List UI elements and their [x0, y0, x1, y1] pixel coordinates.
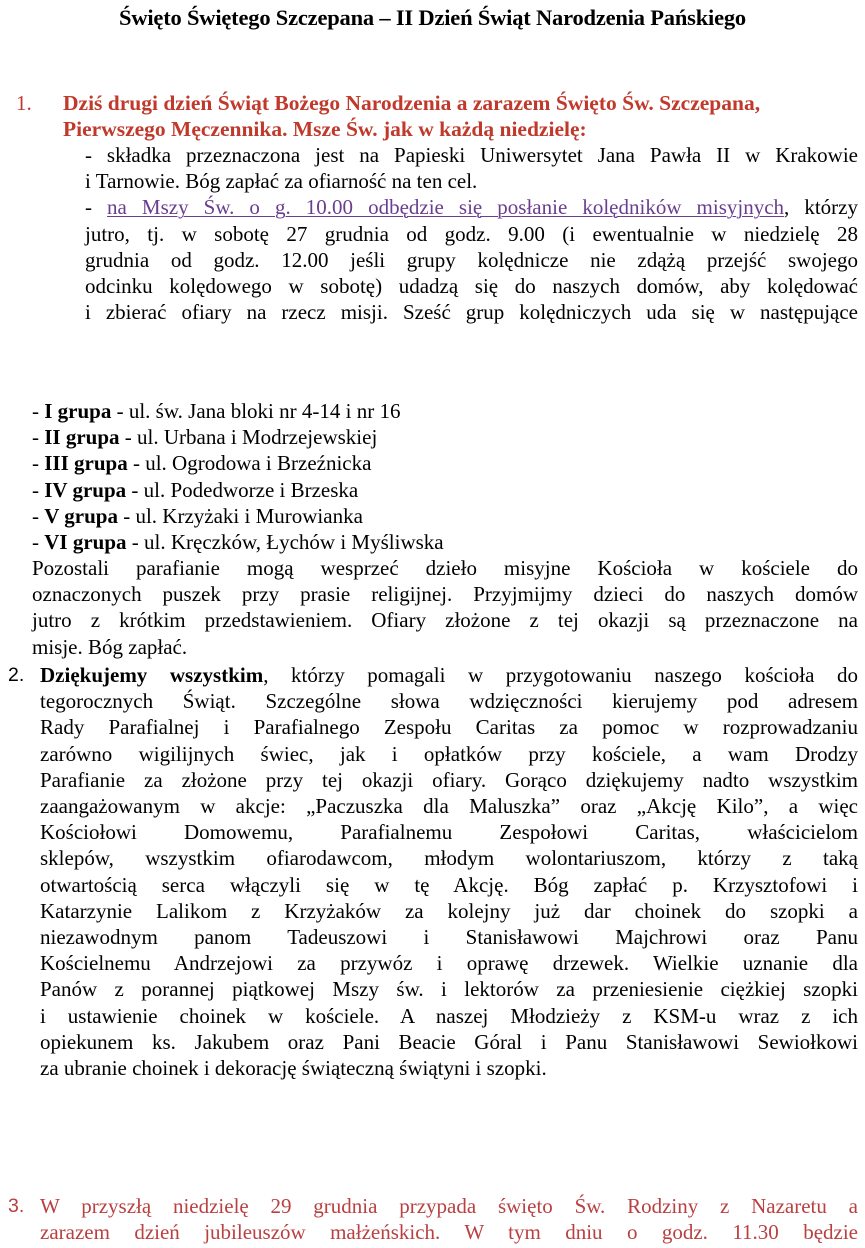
- item-1-closing: [32, 555, 858, 660]
- item-2-line: Kościelnemu Andrzejowi za przywóz i oprawę drzewek. Wielkie uznanie dla: [40, 951, 858, 976]
- body-line: odcinku kolędowego w sobotę) udadzą się do naszych domów, aby kolędować: [85, 274, 858, 299]
- item-2-line: Panów z porannej piątkowej Mszy św. i lektorów za przeniesienie ciężkiej szopki: [40, 977, 858, 1002]
- item-1-heading: [63, 90, 858, 142]
- item-1-heading-line-1: Dziś drugi dzień Świąt Bożego Narodzenia a zarazem Święto Św. Szczepana,: [63, 91, 761, 115]
- page-title: Święto Świętego Szczepana – II Dzień Świąt Narodzenia Pańskiego: [119, 5, 746, 30]
- group-item: - VI grupa - ul. Kręczków, Łychów i Myśliwska: [32, 530, 444, 555]
- closing-line: jutro z krótkim przedstawieniem. Ofiary złożone z tej okazji są przeznaczone na: [32, 608, 858, 633]
- item-3-body: [40, 1193, 858, 1245]
- item-2-number: 2.: [8, 664, 25, 686]
- group-streets: - ul. Kręczków, Łychów i Myśliwska: [126, 530, 444, 555]
- item-2-line: opiekunem ks. Jakubem oraz Pani Beacie Góral i Panu Stanisławowi Sewiołkowi: [40, 1029, 858, 1054]
- item-2-line: Rady Parafialnej i Parafialnego Zespołu Caritas za pomoc w rozprowadzaniu: [40, 715, 858, 740]
- item-1-collection-note: [63, 142, 858, 325]
- item-1-heading-line-2: Pierwszego Męczennika. Msze Św. jak w każdą niedzielę:: [63, 117, 587, 142]
- item-2-body: [40, 662, 858, 1081]
- item-3-line: zarazem dzień jubileuszów małżeńskich. W tym dniu o godz. 11.30 będzie: [40, 1220, 858, 1245]
- group-item: - III grupa - ul. Ogrodowa i Brzeźnicka: [32, 451, 372, 476]
- group-name: III grupa: [44, 451, 128, 476]
- group-streets: - ul. Urbana i Modrzejewskiej: [119, 425, 378, 450]
- item-2-line: Katarzynie Lalikom z Krzyżaków za kolejny już dar choinek do szopki a: [40, 898, 858, 923]
- group-name: VI grupa: [44, 530, 127, 555]
- item-2-line: Parafianie za złożone przy tej okazji ofiary. Gorąco dziękujemy nadto wszystkim: [40, 767, 858, 792]
- group-name: V grupa: [44, 503, 118, 528]
- group-streets: - ul. Krzyżaki i Murowianka: [117, 503, 363, 528]
- group-item: - II grupa - ul. Urbana i Modrzejewskiej: [32, 425, 378, 450]
- item-2-line: zaangażowanym w akcje: „Paczuszka dla Maluszka” oraz „Akcję Kilo”, a więc: [40, 794, 858, 819]
- closing-line: oznaczonych puszek przy prasie religijnej. Przyjmijmy dzieci do naszych domów: [32, 582, 858, 607]
- collection-line-1: - składka przeznaczona jest na Papieski Uniwersytet Jana Pawła II w Krakowie: [85, 143, 858, 167]
- body-line: jutro, tj. w sobotę 27 grudnia od godz. 9.00 (i ewentualnie w niedzielę 28: [85, 221, 858, 246]
- item-3-line: W przyszłą niedzielę 29 grudnia przypada święto Św. Rodziny z Nazaretu a: [40, 1194, 858, 1218]
- group-item: - IV grupa - ul. Podedworze i Brzeska: [32, 477, 359, 502]
- group-name: IV grupa: [44, 477, 127, 502]
- collection-line-2: i Tarnowie. Bóg zapłać za ofiarność na ten cel.: [85, 169, 478, 194]
- closing-line: Pozostali parafianie mogą wesprzeć dzieło misyjne Kościoła w kościele do: [32, 556, 858, 580]
- body-line: i zbierać ofiary na rzecz misji. Sześć grup kolędniczych uda się w następujące: [85, 300, 858, 325]
- item-2-line: i ustawienie choinek w kościele. A naszej Młodzieży z KSM-u wraz z ich: [40, 1003, 858, 1028]
- item-2-line: tegorocznych Świąt. Szczególne słowa wdzięczności kierujemy pod adresem: [40, 689, 858, 714]
- group-streets: - ul. św. Jana bloki nr 4-14 i nr 16: [111, 399, 401, 423]
- item-2-line: niezawodnym panom Tadeuszowi i Stanisławowi Majchrowi oraz Panu: [40, 925, 858, 950]
- item-2-line: Kościołowi Domowemu, Parafialnemu Zespołowi Caritas, właścicielom: [40, 820, 858, 845]
- group-streets: - ul. Ogrodowa i Brzeźnicka: [127, 451, 372, 476]
- item-2-line: otwartością serca włączyli się w tę Akcję. Bóg zapłać p. Krzysztofowi i: [40, 872, 858, 897]
- item-2-line: za ubranie choinek i dekorację świąteczną świątyni i szopki.: [40, 1056, 547, 1081]
- group-streets: - ul. Podedworze i Brzeska: [126, 477, 359, 502]
- body-line: grudnia od godz. 12.00 jeśli grupy kolędnicze nie zdążą przejść swojego: [85, 247, 858, 272]
- item-2-lead: Dziękujemy wszystkim: [40, 663, 264, 687]
- group-item: - I grupa - ul. św. Jana bloki nr 4-14 i nr 16: [32, 399, 401, 423]
- group-item: - V grupa - ul. Krzyżaki i Murowianka: [32, 503, 363, 528]
- carolers-sendoff-line: - na Mszy Św. o g. 10.00 odbędzie się posłanie kolędników misyjnych, którzy: [85, 195, 858, 220]
- item-2-line: zarówno wigilijnych świec, jak i opłatków przy kościele, a wam Drodzy: [40, 741, 858, 766]
- item-2-first-line: Dziękujemy wszystkim, którzy pomagali w przygotowaniu naszego kościoła do: [40, 663, 859, 687]
- closing-line: misje. Bóg zapłać.: [32, 634, 188, 659]
- item-1-number: 1.: [16, 91, 32, 115]
- caroling-groups-list: [32, 398, 852, 555]
- group-name: I grupa: [44, 399, 112, 423]
- item-3-number: 3.: [8, 1195, 25, 1217]
- item-2-line: sklepów, wszystkim ofiarodawcom, młodym wolontariuszom, którzy z taką: [40, 846, 858, 871]
- carolers-sendoff-link[interactable]: na Mszy Św. o g. 10.00 odbędzie się posłanie kolędników misyjnych: [107, 195, 785, 220]
- group-name: II grupa: [44, 425, 120, 450]
